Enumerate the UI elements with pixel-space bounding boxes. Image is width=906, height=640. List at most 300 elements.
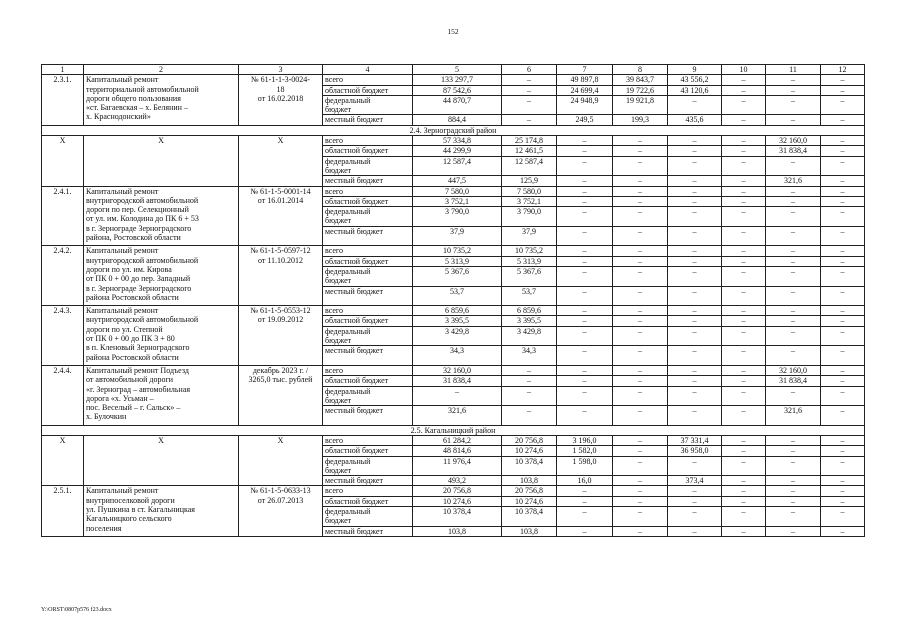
amount-cell: – bbox=[821, 286, 865, 306]
funding-source-line: всего bbox=[325, 435, 344, 445]
amount-cell: – bbox=[668, 156, 722, 176]
funding-source-line: всего bbox=[325, 486, 344, 496]
amount-cell: 20 756,8 bbox=[502, 486, 557, 496]
amount-cell: – bbox=[613, 346, 668, 366]
funding-source bbox=[323, 207, 413, 227]
object-name bbox=[84, 246, 239, 306]
amount-cell: 3 395,5 bbox=[502, 316, 557, 326]
funding-source bbox=[323, 446, 413, 456]
amount-cell: 19 921,8 bbox=[613, 95, 668, 115]
amount-cell: 125,9 bbox=[502, 176, 557, 186]
column-header: 5 bbox=[413, 65, 502, 75]
funding-source bbox=[323, 246, 413, 256]
funding-source bbox=[323, 526, 413, 536]
amount-cell: – bbox=[502, 75, 557, 85]
amount-cell: – bbox=[613, 507, 668, 527]
item-number: 2.4.4. bbox=[42, 365, 84, 425]
document-ref bbox=[239, 136, 323, 186]
amount-cell: – bbox=[766, 226, 821, 246]
funding-source-line: областной бюджет bbox=[325, 376, 389, 386]
amount-cell: – bbox=[668, 266, 722, 286]
amount-cell: – bbox=[557, 226, 613, 246]
amount-cell: – bbox=[557, 496, 613, 506]
funding-source bbox=[323, 256, 413, 266]
amount-cell: 25 174,8 bbox=[502, 136, 557, 146]
funding-source-line: федеральный bbox=[325, 266, 371, 276]
amount-cell: – bbox=[557, 507, 613, 527]
amount-cell: – bbox=[668, 326, 722, 346]
amount-cell: 87 542,6 bbox=[413, 85, 502, 95]
amount-cell: – bbox=[821, 386, 865, 406]
funding-source-line: бюджет bbox=[325, 465, 352, 475]
amount-cell: 199,3 bbox=[613, 115, 668, 125]
funding-source-line: местный бюджет bbox=[325, 176, 383, 186]
funding-source-line: бюджет bbox=[325, 516, 352, 526]
object-name-line: территориальной автомобильной bbox=[86, 84, 199, 94]
amount-cell: – bbox=[557, 346, 613, 366]
amount-cell: – bbox=[766, 95, 821, 115]
amount-cell: – bbox=[821, 306, 865, 316]
amount-cell: – bbox=[766, 435, 821, 445]
object-name-line: от ул. им. Колодина до ПК 6 + 53 bbox=[86, 214, 199, 224]
amount-cell: – bbox=[722, 326, 766, 346]
amount-cell: – bbox=[668, 207, 722, 227]
amount-cell: – bbox=[821, 186, 865, 196]
object-name-line: дороги по пер. Селекционный bbox=[86, 205, 189, 215]
amount-cell: – bbox=[613, 207, 668, 227]
amount-cell: – bbox=[722, 176, 766, 186]
funding-source bbox=[323, 75, 413, 85]
funding-source-line: областной бюджет bbox=[325, 256, 389, 266]
item-number: 2.4.1. bbox=[42, 186, 84, 246]
document-ref-line: от 16.02.2018 bbox=[257, 93, 304, 103]
object-name-line: дороги по ул. Степной bbox=[86, 324, 163, 334]
funding-source-line: местный бюджет bbox=[325, 286, 383, 296]
amount-cell: – bbox=[766, 386, 821, 406]
funding-source-line: федеральный bbox=[325, 207, 371, 217]
amount-cell: – bbox=[557, 386, 613, 406]
item-number: X bbox=[42, 435, 84, 485]
amount-cell: – bbox=[722, 526, 766, 536]
amount-cell: – bbox=[668, 95, 722, 115]
funding-source bbox=[323, 406, 413, 426]
amount-cell: – bbox=[668, 246, 722, 256]
amount-cell: – bbox=[613, 246, 668, 256]
funding-source bbox=[323, 365, 413, 375]
amount-cell: – bbox=[722, 256, 766, 266]
amount-cell: – bbox=[821, 326, 865, 346]
funding-source-line: местный бюджет bbox=[325, 526, 383, 536]
document-ref-line: № 61-1-5-0001-14 bbox=[250, 186, 311, 196]
amount-cell: – bbox=[722, 386, 766, 406]
amount-cell: – bbox=[668, 146, 722, 156]
funding-source bbox=[323, 146, 413, 156]
amount-cell: – bbox=[722, 507, 766, 527]
amount-cell: – bbox=[722, 486, 766, 496]
object-name-line: Капитальный ремонт bbox=[86, 75, 159, 85]
object-name-line: Капитальный ремонт bbox=[86, 486, 159, 496]
amount-cell: – bbox=[821, 496, 865, 506]
section-row bbox=[42, 425, 865, 435]
amount-cell: 373,4 bbox=[668, 476, 722, 486]
item-number: X bbox=[42, 136, 84, 186]
document-ref-line: № 61-1-5-0597-12 bbox=[250, 246, 311, 256]
amount-cell: – bbox=[722, 435, 766, 445]
amount-cell: – bbox=[668, 136, 722, 146]
amount-cell: – bbox=[766, 207, 821, 227]
object-name bbox=[84, 365, 239, 425]
document-ref-line: № 61-1-5-0553-12 bbox=[250, 306, 311, 316]
amount-cell: – bbox=[766, 456, 821, 476]
amount-cell: – bbox=[613, 266, 668, 286]
document-ref bbox=[239, 486, 323, 536]
amount-cell: 321,6 bbox=[766, 176, 821, 186]
amount-cell: – bbox=[821, 435, 865, 445]
object-name bbox=[84, 136, 239, 186]
amount-cell: – bbox=[557, 136, 613, 146]
amount-cell: – bbox=[766, 85, 821, 95]
amount-cell: – bbox=[821, 136, 865, 146]
amount-cell: – bbox=[668, 486, 722, 496]
amount-cell: – bbox=[722, 376, 766, 386]
object-name-line: поселения bbox=[86, 523, 122, 533]
document-ref bbox=[239, 246, 323, 306]
funding-source bbox=[323, 186, 413, 196]
amount-cell: – bbox=[557, 146, 613, 156]
amount-cell: – bbox=[766, 156, 821, 176]
amount-cell: – bbox=[722, 476, 766, 486]
amount-cell: – bbox=[722, 186, 766, 196]
object-name-line: в г. Зернограде Зерноградского bbox=[86, 223, 192, 233]
amount-cell: – bbox=[502, 115, 557, 125]
amount-cell: – bbox=[668, 306, 722, 316]
amount-cell: 3 790,0 bbox=[413, 207, 502, 227]
amount-cell: – bbox=[668, 176, 722, 186]
funding-source bbox=[323, 346, 413, 366]
amount-cell: – bbox=[766, 286, 821, 306]
funding-source bbox=[323, 286, 413, 306]
section-row bbox=[42, 125, 865, 135]
table-row bbox=[42, 136, 865, 146]
object-name-line: Кагальницкого сельского bbox=[86, 514, 172, 524]
object-name-line: X bbox=[158, 435, 164, 445]
table-row bbox=[42, 435, 865, 445]
funding-source-line: всего bbox=[325, 136, 344, 146]
amount-cell: – bbox=[821, 115, 865, 125]
amount-cell: – bbox=[821, 85, 865, 95]
amount-cell: – bbox=[821, 406, 865, 426]
amount-cell: – bbox=[502, 406, 557, 426]
document-ref-line: № 61-1-5-0633-13 bbox=[250, 486, 311, 496]
amount-cell: – bbox=[766, 196, 821, 206]
object-name-line: «г. Зерноград – автомобильная bbox=[86, 384, 191, 394]
amount-cell: 24 948,9 bbox=[557, 95, 613, 115]
document-ref-line: декабрь 2023 г. / bbox=[252, 365, 309, 375]
object-name-line: района Ростовской области bbox=[86, 352, 179, 362]
amount-cell: – bbox=[668, 346, 722, 366]
amount-cell: – bbox=[766, 496, 821, 506]
column-header: 10 bbox=[722, 65, 766, 75]
funding-source bbox=[323, 435, 413, 445]
amount-cell: 34,3 bbox=[502, 346, 557, 366]
amount-cell: – bbox=[766, 526, 821, 536]
amount-cell: – bbox=[766, 346, 821, 366]
column-header: 8 bbox=[613, 65, 668, 75]
amount-cell: – bbox=[722, 306, 766, 316]
amount-cell: 20 756,8 bbox=[502, 435, 557, 445]
amount-cell: 3 395,5 bbox=[413, 316, 502, 326]
amount-cell: 10 735,2 bbox=[413, 246, 502, 256]
object-name-line: дорога «х. Усьман – bbox=[86, 393, 154, 403]
amount-cell: – bbox=[557, 156, 613, 176]
amount-cell: – bbox=[557, 176, 613, 186]
section-title: 2.4. Зерноградский район bbox=[42, 125, 865, 135]
amount-cell: 34,3 bbox=[413, 346, 502, 366]
document-ref-line: от 11.10.2012 bbox=[257, 255, 304, 265]
amount-cell: – bbox=[766, 326, 821, 346]
amount-cell: – bbox=[722, 365, 766, 375]
amount-cell: – bbox=[613, 196, 668, 206]
object-name-line: от автомобильной дороги bbox=[86, 375, 174, 385]
amount-cell: – bbox=[613, 365, 668, 375]
funding-source bbox=[323, 456, 413, 476]
funding-source bbox=[323, 266, 413, 286]
funding-source bbox=[323, 136, 413, 146]
amount-cell: – bbox=[502, 376, 557, 386]
amount-cell: – bbox=[668, 316, 722, 326]
funding-source-line: областной бюджет bbox=[325, 316, 389, 326]
amount-cell: – bbox=[613, 186, 668, 196]
amount-cell: 16,0 bbox=[557, 476, 613, 486]
funding-source-line: местный бюджет bbox=[325, 406, 383, 416]
amount-cell: 20 756,8 bbox=[413, 486, 502, 496]
document-ref-line: № 61-1-1-3-0024- bbox=[251, 75, 310, 85]
object-name-line: дороги общего пользования bbox=[86, 93, 181, 103]
table-row bbox=[42, 486, 865, 496]
amount-cell: – bbox=[613, 476, 668, 486]
object-name bbox=[84, 435, 239, 485]
amount-cell: 3 429,8 bbox=[413, 326, 502, 346]
amount-cell: – bbox=[557, 306, 613, 316]
amount-cell: 7 580,0 bbox=[502, 186, 557, 196]
amount-cell: – bbox=[722, 346, 766, 366]
funding-source bbox=[323, 316, 413, 326]
amount-cell: – bbox=[821, 456, 865, 476]
document-ref bbox=[239, 435, 323, 485]
amount-cell: – bbox=[766, 256, 821, 266]
amount-cell: 447,5 bbox=[413, 176, 502, 186]
object-name-line: пос. Веселый – г. Сальск» – bbox=[86, 403, 181, 413]
amount-cell: – bbox=[722, 456, 766, 476]
funding-source bbox=[323, 386, 413, 406]
object-name-line: от ПК 0 + 00 до ПК 3 + 80 bbox=[86, 334, 175, 344]
funding-source-line: всего bbox=[325, 246, 344, 256]
amount-cell: – bbox=[766, 246, 821, 256]
amount-cell: 884,4 bbox=[413, 115, 502, 125]
amount-cell: – bbox=[557, 526, 613, 536]
amount-cell: 11 976,4 bbox=[413, 456, 502, 476]
document-ref-line: от 26.07.2013 bbox=[257, 495, 304, 505]
amount-cell: – bbox=[821, 266, 865, 286]
page-number: 152 bbox=[447, 27, 459, 36]
object-name bbox=[84, 75, 239, 125]
column-header: 4 bbox=[323, 65, 413, 75]
amount-cell: – bbox=[557, 376, 613, 386]
amount-cell: – bbox=[766, 446, 821, 456]
amount-cell: 10 378,4 bbox=[502, 507, 557, 527]
funding-source-line: федеральный bbox=[325, 156, 371, 166]
amount-cell: 5 367,6 bbox=[502, 266, 557, 286]
table-row bbox=[42, 365, 865, 375]
amount-cell: 435,6 bbox=[668, 115, 722, 125]
amount-cell: – bbox=[613, 176, 668, 186]
funding-source-line: всего bbox=[325, 365, 344, 375]
funding-source-line: федеральный bbox=[325, 95, 371, 105]
amount-cell: 10 274,6 bbox=[413, 496, 502, 506]
funding-source-line: всего bbox=[325, 75, 344, 85]
column-header: 12 bbox=[821, 65, 865, 75]
amount-cell: – bbox=[668, 496, 722, 506]
column-header: 2 bbox=[84, 65, 239, 75]
amount-cell: – bbox=[821, 346, 865, 366]
table-body bbox=[42, 65, 865, 537]
object-name-line: X bbox=[158, 136, 164, 146]
object-name-line: х. Краснодонский» bbox=[86, 112, 151, 122]
funding-source bbox=[323, 326, 413, 346]
amount-cell: – bbox=[668, 196, 722, 206]
amount-cell: 321,6 bbox=[413, 406, 502, 426]
column-header: 3 bbox=[239, 65, 323, 75]
funding-source-line: бюджет bbox=[325, 105, 352, 115]
funding-source-line: местный бюджет bbox=[325, 226, 383, 236]
item-number: 2.4.2. bbox=[42, 246, 84, 306]
amount-cell: – bbox=[722, 266, 766, 286]
amount-cell: – bbox=[613, 286, 668, 306]
amount-cell: – bbox=[668, 456, 722, 476]
funding-source bbox=[323, 476, 413, 486]
amount-cell: 5 313,9 bbox=[502, 256, 557, 266]
amount-cell: 7 580,0 bbox=[413, 186, 502, 196]
amount-cell: – bbox=[722, 196, 766, 206]
amount-cell: 48 814,6 bbox=[413, 446, 502, 456]
amount-cell: 39 843,7 bbox=[613, 75, 668, 85]
funding-source-line: федеральный bbox=[325, 456, 371, 466]
amount-cell: – bbox=[722, 95, 766, 115]
amount-cell: 49 897,8 bbox=[557, 75, 613, 85]
amount-cell: – bbox=[668, 226, 722, 246]
amount-cell: – bbox=[613, 256, 668, 266]
amount-cell: – bbox=[766, 75, 821, 85]
funding-source bbox=[323, 176, 413, 186]
funding-source-line: бюджет bbox=[325, 216, 352, 226]
funding-source-line: областной бюджет bbox=[325, 196, 389, 206]
funding-source bbox=[323, 85, 413, 95]
amount-cell: – bbox=[613, 486, 668, 496]
funding-source bbox=[323, 115, 413, 125]
funding-source-line: местный бюджет bbox=[325, 346, 383, 356]
item-number: 2.4.3. bbox=[42, 306, 84, 366]
amount-cell: – bbox=[502, 386, 557, 406]
amount-cell: – bbox=[613, 526, 668, 536]
amount-cell: – bbox=[613, 226, 668, 246]
item-number: 2.5.1. bbox=[42, 486, 84, 536]
amount-cell: – bbox=[557, 316, 613, 326]
amount-cell: – bbox=[766, 115, 821, 125]
funding-source bbox=[323, 196, 413, 206]
funding-source-line: бюджет bbox=[325, 336, 352, 346]
object-name-line: в г. Зернограде Зерноградского bbox=[86, 283, 192, 293]
object-name-line: ул. Пушкина в ст. Кагальницкая bbox=[86, 505, 195, 515]
amount-cell: 37,9 bbox=[413, 226, 502, 246]
amount-cell: 3 790,0 bbox=[502, 207, 557, 227]
amount-cell: – bbox=[613, 456, 668, 476]
amount-cell: – bbox=[668, 186, 722, 196]
object-name-line: х. Булочкин bbox=[86, 412, 127, 422]
amount-cell: 44 870,7 bbox=[413, 95, 502, 115]
amount-cell: 10 735,2 bbox=[502, 246, 557, 256]
amount-cell: 31 838,4 bbox=[413, 376, 502, 386]
object-name-line: района Ростовской области bbox=[86, 292, 179, 302]
amount-cell: 61 284,2 bbox=[413, 435, 502, 445]
object-name-line: от ПК 0 + 00 до пер. Западный bbox=[86, 274, 191, 284]
amount-cell: 31 838,4 bbox=[766, 146, 821, 156]
amount-cell: 12 461,5 bbox=[502, 146, 557, 156]
amount-cell: 10 274,6 bbox=[502, 446, 557, 456]
object-name-line: внутригородской автомобильной bbox=[86, 255, 199, 265]
amount-cell: – bbox=[821, 365, 865, 375]
amount-cell: 493,2 bbox=[413, 476, 502, 486]
column-header: 11 bbox=[766, 65, 821, 75]
funding-source bbox=[323, 226, 413, 246]
amount-cell: – bbox=[821, 376, 865, 386]
funding-source-line: местный бюджет bbox=[325, 115, 383, 125]
object-name-line: Капитальный ремонт Подъезд bbox=[86, 365, 189, 375]
funding-source bbox=[323, 156, 413, 176]
amount-cell: – bbox=[557, 246, 613, 256]
object-name-line: Капитальный ремонт bbox=[86, 246, 159, 256]
amount-cell: – bbox=[557, 266, 613, 286]
document-ref-line: 3265,0 тыс. рублей bbox=[248, 375, 313, 385]
amount-cell: 321,6 bbox=[766, 406, 821, 426]
amount-cell: 3 752,1 bbox=[413, 196, 502, 206]
column-header: 6 bbox=[502, 65, 557, 75]
amount-cell: – bbox=[668, 526, 722, 536]
object-name-line: внутрипоселковой дороги bbox=[86, 495, 175, 505]
amount-cell: – bbox=[557, 256, 613, 266]
amount-cell: 3 429,8 bbox=[502, 326, 557, 346]
amount-cell: 133 297,7 bbox=[413, 75, 502, 85]
object-name bbox=[84, 186, 239, 246]
amount-cell: 57 334,8 bbox=[413, 136, 502, 146]
amount-cell: 44 299,9 bbox=[413, 146, 502, 156]
amount-cell: – bbox=[502, 95, 557, 115]
funding-source bbox=[323, 496, 413, 506]
amount-cell: 249,5 bbox=[557, 115, 613, 125]
amount-cell: 43 120,6 bbox=[668, 85, 722, 95]
footer-path: Y:\ORST\0807p576 f23.docx bbox=[41, 607, 112, 613]
amount-cell: – bbox=[613, 406, 668, 426]
amount-cell: – bbox=[613, 446, 668, 456]
document-ref bbox=[239, 365, 323, 425]
amount-cell: 1 598,0 bbox=[557, 456, 613, 476]
amount-cell: 6 859,6 bbox=[502, 306, 557, 316]
column-header: 9 bbox=[668, 65, 722, 75]
amount-cell: 32 160,0 bbox=[413, 365, 502, 375]
document-ref bbox=[239, 306, 323, 366]
amount-cell: – bbox=[502, 365, 557, 375]
object-name bbox=[84, 486, 239, 536]
amount-cell: – bbox=[821, 176, 865, 186]
